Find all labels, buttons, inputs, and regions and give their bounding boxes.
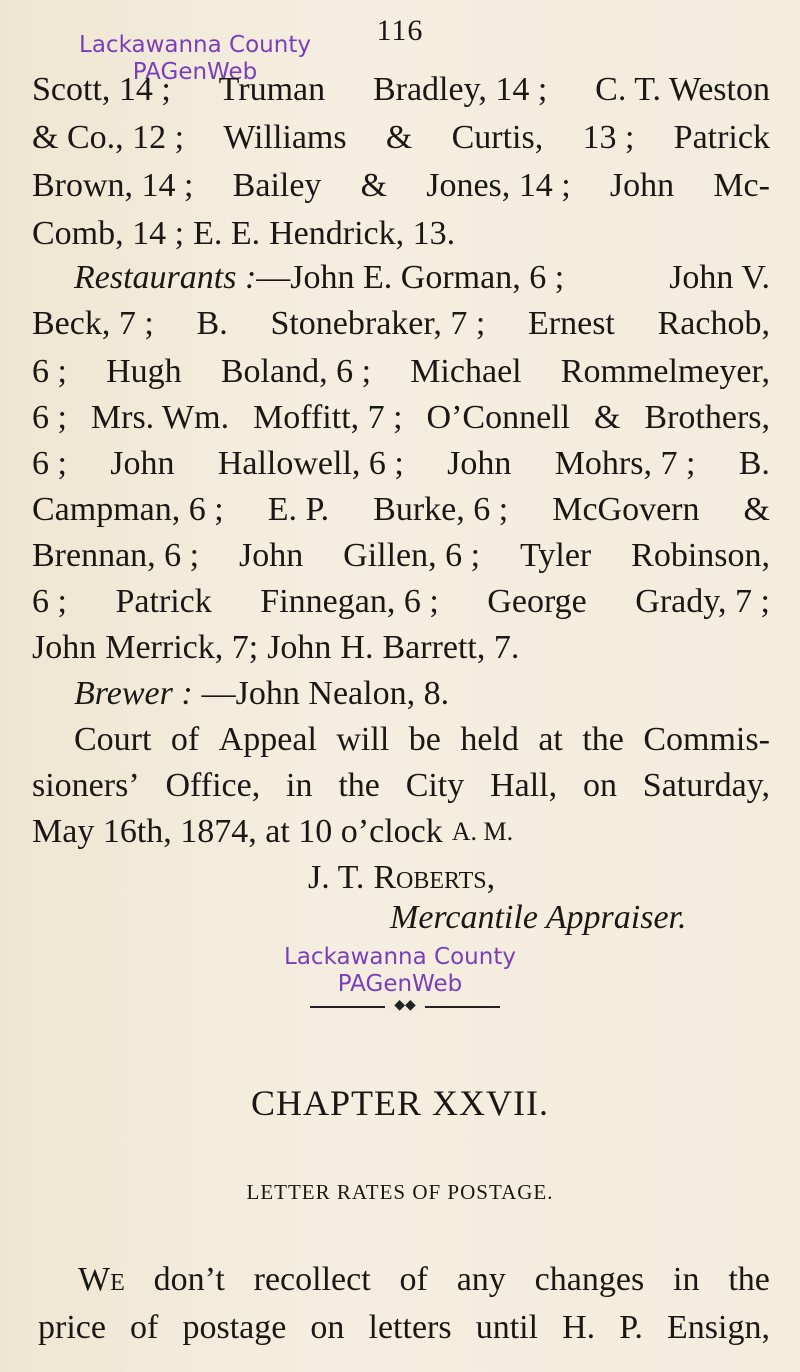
watermark-line: PAGenWeb <box>132 59 258 85</box>
text-line: Comb, 14 ; E. E. Hendrick, 13. <box>32 215 456 252</box>
signature-name-line: J. T. Roberts, <box>308 859 496 896</box>
text-line: Brennan, 6 ; John Gillen, 6 ; Tyler Robinson, <box>32 537 770 574</box>
text-line: Campman, 6 ; E. P. Burke, 6 ; McGovern & <box>32 491 770 528</box>
text-line: sioners’ Office, in the City Hall, on Saturday, <box>32 767 770 804</box>
watermark-line: PAGenWeb <box>337 971 463 997</box>
text-line: We don’t recollect of any changes in the <box>78 1261 770 1298</box>
time-am: A. M. <box>451 817 514 846</box>
text-line: Scott, 14 ; Truman Bradley, 14 ; C. T. Weston <box>32 71 770 108</box>
chapter-subtitle: LETTER RATES OF POSTAGE. <box>246 1180 554 1204</box>
text-line: price of postage on letters until H. P. Ensign, <box>38 1309 770 1346</box>
watermark-line: Lackawanna County <box>284 944 516 970</box>
text-line: & Co., 12 ; Williams & Curtis, 13 ; Patrick <box>32 119 770 156</box>
watermark-middle <box>265 944 535 998</box>
text-line: Beck, 7 ; B. Stonebraker, 7 ; Ernest Rachob, <box>32 305 770 342</box>
text-line: May 16th, 1874, at 10 o’clock A. M. <box>32 813 514 850</box>
restaurants-label: Restaurants :—John E. Gorman, 6 ; <box>74 259 565 296</box>
ornament-icon: ◆◆ <box>385 998 425 1014</box>
brewer-line: Brewer : —John Nealon, 8. <box>74 675 450 712</box>
watermark-line: Lackawanna County <box>79 32 311 58</box>
text-line: 6 ; Hugh Boland, 6 ; Michael Rommelmeyer, <box>32 353 770 390</box>
text-line: Court of Appeal will be held at the Commis- <box>74 721 770 758</box>
page-number: 116 <box>376 14 424 47</box>
text-line: 6 ; Mrs. Wm. Moffitt, 7 ; O’Connell & Brothers, <box>32 399 770 436</box>
chapter-title: CHAPTER XXVII. <box>251 1083 549 1123</box>
restaurants-heading-line: Restaurants :—John E. Gorman, 6 ; John V. <box>74 259 770 296</box>
text-line: 6 ; John Hallowell, 6 ; John Mohrs, 7 ; B. <box>32 445 770 482</box>
text-line: Brown, 14 ; Bailey & Jones, 14 ; John Mc- <box>32 167 770 204</box>
text-line: 6 ; Patrick Finnegan, 6 ; George Grady, 7 ; <box>32 583 770 620</box>
signature-title-line: Mercantile Appraiser. <box>390 899 687 936</box>
text-line: John Merrick, 7; John H. Barrett, 7. <box>32 629 520 666</box>
